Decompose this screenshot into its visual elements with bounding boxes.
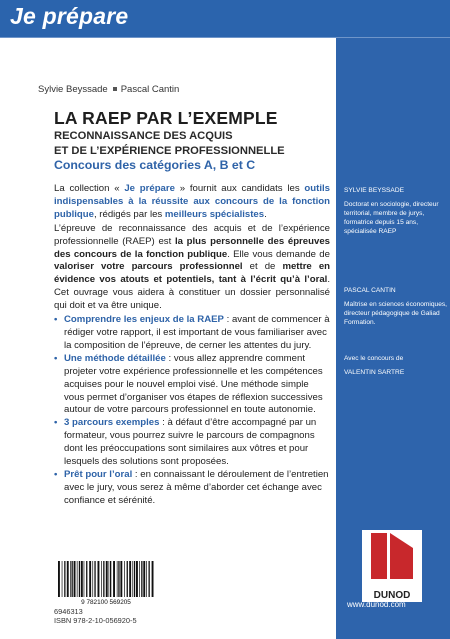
barcode-bar — [113, 561, 115, 597]
barcode-bar — [127, 561, 128, 597]
barcode-bar — [136, 561, 138, 597]
barcode-bar — [117, 561, 118, 597]
text-run: » fournit aux candidats les — [174, 183, 305, 194]
bold-text: la plus personnelle des épreuves des concours de la fonction publique — [54, 235, 330, 260]
text-run: . — [264, 208, 267, 220]
bullet-text: : en connaissant le déroulement de l’entretien avec le jury, vous serez à même d’aborder cet échange avec confiance et sérénité. — [64, 468, 329, 506]
collaborator-block — [344, 354, 448, 377]
internal-code: 6946313 — [54, 607, 83, 616]
text-run: , rédigés par les — [93, 208, 165, 220]
isbn-block — [54, 607, 137, 625]
list-item — [54, 417, 330, 469]
barcode-bar — [81, 561, 83, 597]
bullet-heading: Prêt pour l’oral — [64, 468, 133, 480]
author-name: Pascal Cantin — [120, 84, 180, 95]
highlight-text: outils indispensables à la réussite aux concours de la fonction publique — [54, 183, 331, 220]
barcode-bar — [110, 561, 111, 597]
concours-categories: Concours des catégories A, B et C — [54, 158, 256, 172]
barcode-bar — [64, 561, 65, 597]
bullet-heading: Une méthode détaillée — [64, 352, 166, 364]
text-run: L’épreuve de reconnaissance des acquis et de l’expérience professionnelle (RAEP) est — [54, 222, 330, 247]
barcode-bar — [79, 561, 80, 597]
bold-text: mettre en évidence vos atouts et potentiels, tant à l’écrit qu’à l’oral — [54, 261, 331, 286]
barcode-bar — [92, 561, 93, 597]
barcode-bar — [101, 561, 102, 597]
subtitle-line: RECONNAISSANCE DES ACQUIS — [54, 130, 233, 142]
book-title: LA RAEP PAR L’EXEMPLE — [54, 108, 278, 128]
barcode-bar — [149, 561, 150, 597]
barcode-bar — [132, 561, 133, 597]
author-bio-name: SYLVIE BEYSSADE — [344, 187, 404, 194]
back-cover-text — [54, 183, 330, 508]
list-item — [54, 469, 330, 508]
isbn-number: ISBN 978-2-10-056920-5 — [54, 616, 137, 625]
bullet-text: : avant de commencer à rédiger votre rapport, il est important de vous familiariser avec la composition de l’épreuve, de cerner les attentes du jury. — [64, 314, 330, 351]
list-item — [54, 353, 330, 418]
barcode-bar — [77, 561, 78, 597]
author-bio-name: PASCAL CANTIN — [344, 287, 396, 294]
barcode — [54, 558, 158, 606]
bullet-text: : à défaut d’être accompagné par un formateur, vous pourrez suivre le parcours de compagnons dont les préoccupations sont similaires aux vôtres et pour lesquels des solutions sont proposées. — [64, 417, 317, 468]
highlight-text: Je prépare — [124, 183, 175, 194]
text-run: . Cet ouvrage vous aidera à constituer un dossier personnalisé qui doit et va être unique. — [54, 274, 330, 312]
author-line — [38, 84, 179, 95]
text-run: et de — [242, 261, 283, 273]
barcode-bar — [139, 561, 140, 597]
dunod-logo — [362, 530, 422, 602]
barcode-bar — [72, 561, 73, 597]
publisher-url: www.dunod.com — [347, 600, 406, 609]
series-logo: Je prépare — [10, 3, 129, 29]
subtitle-line: ET DE L’EXPÉRIENCE PROFESSIONNELLE — [54, 144, 285, 157]
bullet-heading: Comprendre les enjeux de la RAEP — [64, 314, 224, 326]
barcode-bar — [152, 561, 154, 597]
barcode-bar — [89, 561, 91, 597]
barcode-bar — [98, 561, 100, 597]
intro-paragraph — [54, 183, 330, 222]
barcode-bar — [106, 561, 108, 597]
publisher-name: DUNOD — [373, 590, 411, 601]
barcode-bar — [62, 561, 63, 597]
description-paragraph — [54, 223, 330, 313]
barcode-bar — [103, 561, 104, 597]
text-run: . Elle vous demande de — [227, 248, 330, 260]
author-name: Sylvie Beyssade — [38, 84, 108, 95]
barcode-bar — [86, 561, 87, 597]
bullet-icon: • — [54, 417, 58, 429]
barcode-bar — [146, 561, 147, 597]
barcode-bar — [134, 561, 135, 597]
bullet-text: : vous allez apprendre comment projeter votre expérience professionnelle et les compétences acquises pour le nouvel emploi visé. Une méthode simple vous permet d’organiser vos étapes de réflexion successives autour de votre parcours professionnel en toute autonomie. — [64, 352, 323, 416]
bullet-heading: 3 parcours exemples — [64, 417, 160, 429]
author-bio-text: Maîtrise en sciences économiques, directeur pédagogique de Galiad Formation. — [344, 301, 447, 326]
text-run: La collection « — [54, 183, 125, 194]
author-bio-text: Doctorat en sociologie, directeur territorial, membre de jurys, formatrice depuis 15 ans, spécialisée RAEP — [344, 201, 439, 235]
barcode-bar — [141, 561, 142, 597]
feature-list — [54, 314, 330, 508]
barcode-bar — [58, 561, 60, 597]
collaborator-name: VALENTIN SARTRE — [344, 369, 405, 376]
barcode-bar — [84, 561, 85, 597]
barcode-bar — [118, 561, 119, 597]
barcode-bar — [74, 561, 76, 597]
square-bullet-icon — [113, 87, 117, 91]
list-item — [54, 314, 330, 353]
collaborator-label: Avec le concours de — [344, 355, 404, 362]
barcode-bar — [124, 561, 125, 597]
barcode-bar — [129, 561, 131, 597]
bullet-icon: • — [54, 314, 58, 326]
book-subtitle — [54, 129, 334, 158]
author-bio-block — [344, 186, 448, 236]
barcode-bar — [120, 561, 122, 597]
barcode-bar — [94, 561, 95, 597]
barcode-bar — [143, 561, 145, 597]
barcode-bar — [109, 561, 110, 597]
highlight-text: meilleurs spécialistes — [164, 208, 265, 220]
bold-text: valoriser votre parcours professionnel — [54, 261, 243, 273]
header-band — [0, 0, 450, 37]
barcode-bar — [70, 561, 71, 597]
barcode-digits: 9 782100 569205 — [81, 599, 131, 606]
logo-left-bar — [371, 533, 387, 579]
bullet-icon: • — [54, 468, 58, 480]
bullet-icon: • — [54, 352, 58, 364]
author-bio-block — [344, 286, 448, 327]
barcode-bar — [67, 561, 69, 597]
